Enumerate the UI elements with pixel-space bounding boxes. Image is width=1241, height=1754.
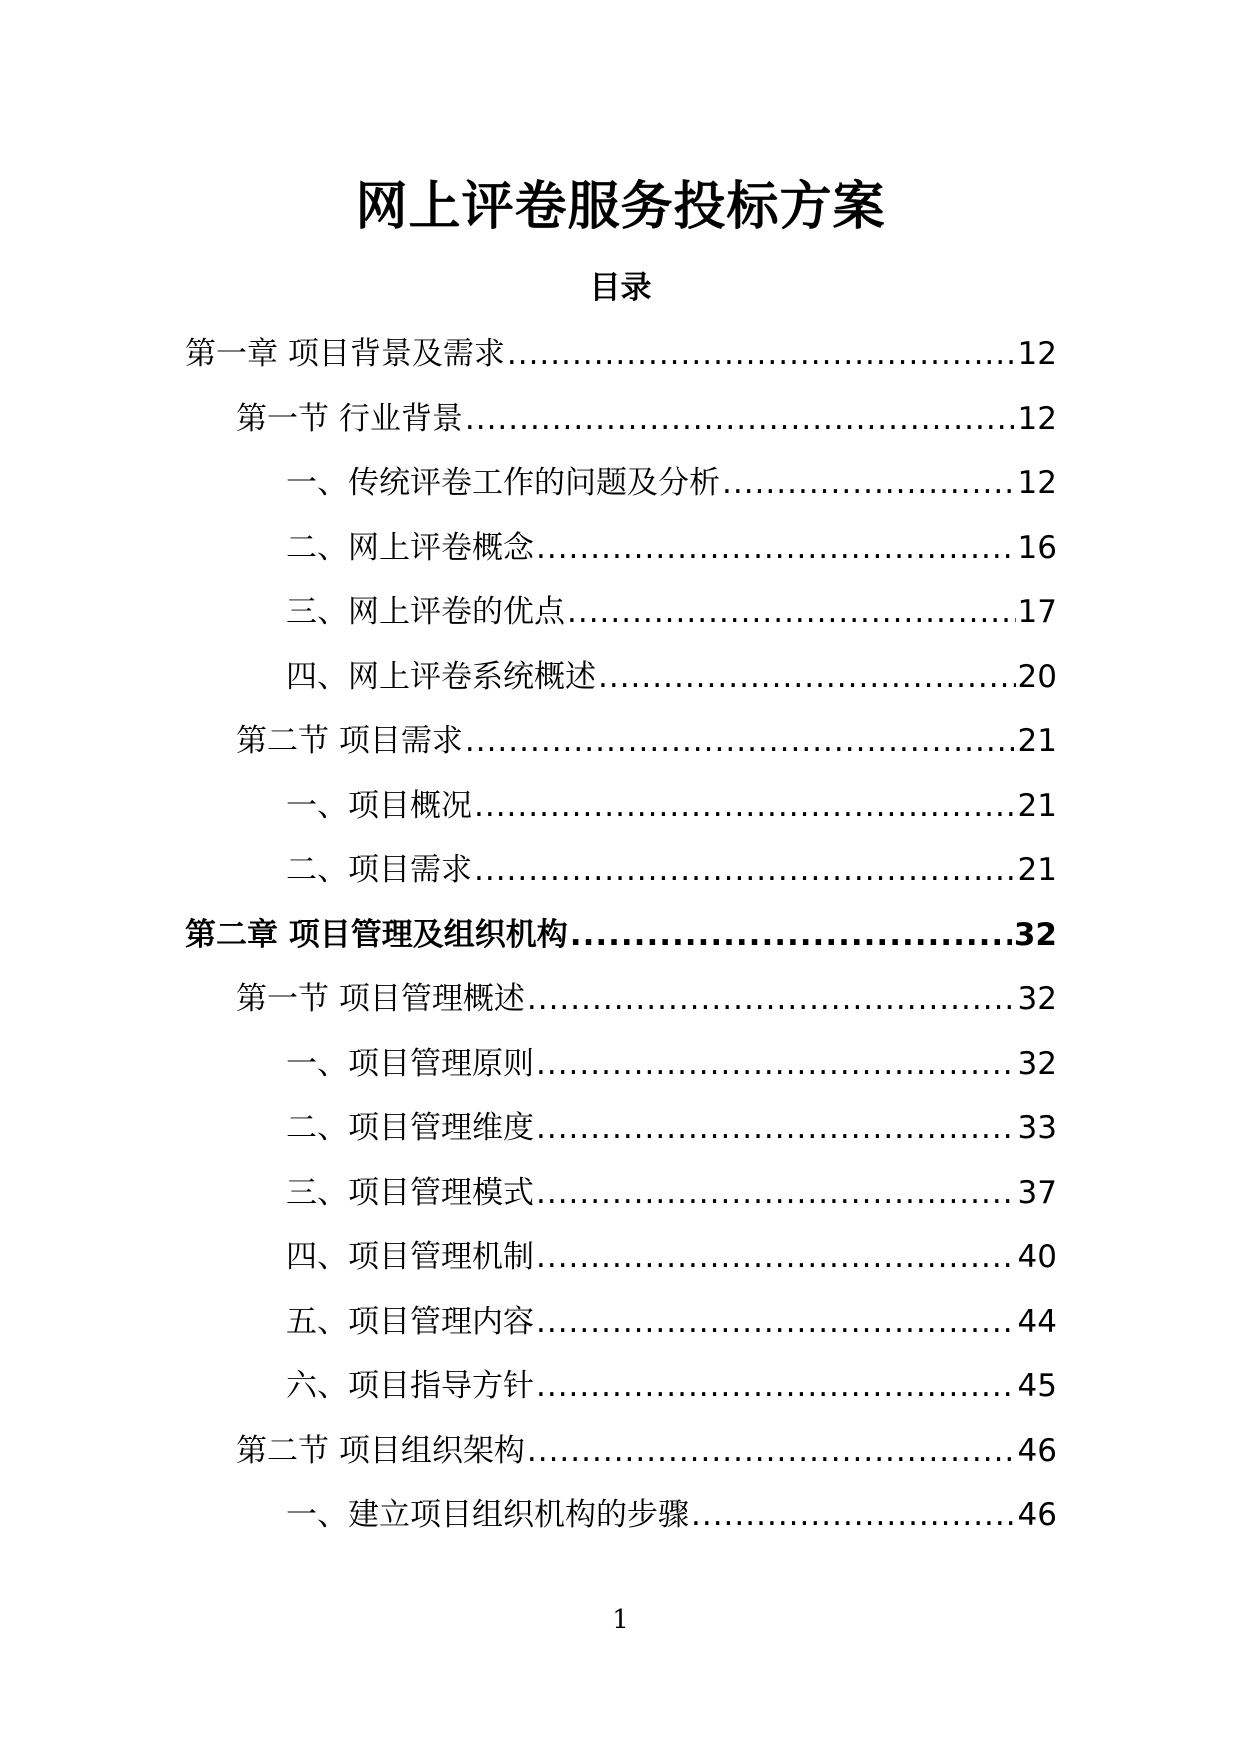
toc-dot-leader — [536, 1362, 1016, 1410]
toc-entry-label: 第一节 行业背景 — [236, 401, 463, 437]
toc-dot-leader — [536, 1169, 1016, 1217]
toc-entry-page: 12 — [1017, 401, 1057, 437]
toc-entry[interactable] — [236, 395, 1057, 443]
toc-entry[interactable] — [286, 1298, 1057, 1346]
toc-entry-label: 五、项目管理内容 — [286, 1304, 534, 1340]
toc-entry[interactable] — [286, 1233, 1057, 1281]
toc-dot-leader — [567, 588, 1016, 636]
toc-dot-leader — [536, 1233, 1016, 1281]
toc-dot-leader — [507, 330, 1016, 378]
toc-entry-label: 四、项目管理机制 — [286, 1239, 534, 1275]
toc-entry[interactable] — [286, 653, 1057, 701]
toc-dot-leader — [536, 1298, 1016, 1346]
toc-entry-label: 第二章 项目管理及组织机构 — [185, 917, 568, 953]
toc-entry-page: 44 — [1017, 1304, 1057, 1340]
toc-entry-label: 第二节 项目组织架构 — [236, 1433, 525, 1469]
toc-entry-page: 33 — [1017, 1110, 1057, 1146]
toc-entry[interactable] — [286, 846, 1057, 894]
toc-entry-label: 二、项目管理维度 — [286, 1110, 534, 1146]
toc-entry-label: 六、项目指导方针 — [286, 1368, 534, 1404]
toc-dot-leader — [536, 524, 1016, 572]
toc-dot-leader — [570, 911, 1012, 959]
toc-entry-page: 12 — [1017, 336, 1057, 372]
toc-heading: 目录 — [589, 270, 652, 306]
toc-entry[interactable] — [286, 1169, 1057, 1217]
toc-dot-leader — [536, 1104, 1016, 1152]
toc-entry-page: 32 — [1017, 981, 1057, 1017]
toc-entry[interactable] — [286, 782, 1057, 830]
toc-entry-label: 三、项目管理模式 — [286, 1175, 534, 1211]
toc-entry-label: 一、建立项目组织机构的步骤 — [286, 1497, 689, 1533]
toc-entry-page: 46 — [1017, 1433, 1057, 1469]
toc-entry-label: 二、项目需求 — [286, 852, 472, 888]
toc-entry-page: 12 — [1017, 465, 1057, 501]
toc-entry-page: 20 — [1017, 659, 1057, 695]
toc-entry-page: 32 — [1013, 917, 1057, 953]
toc-entry-page: 16 — [1017, 530, 1057, 566]
toc-entry-label: 一、项目管理原则 — [286, 1046, 534, 1082]
toc-entry[interactable] — [236, 1427, 1057, 1475]
toc-entry-page: 32 — [1017, 1046, 1057, 1082]
toc-dot-leader — [465, 395, 1016, 443]
toc-entry-label: 三、网上评卷的优点 — [286, 594, 565, 630]
toc-entry-label: 一、项目概况 — [286, 788, 472, 824]
toc-entry-label: 二、网上评卷概念 — [286, 530, 534, 566]
toc-entry[interactable] — [185, 330, 1057, 378]
toc-entry[interactable] — [185, 911, 1057, 959]
toc-entry-label: 第二节 项目需求 — [236, 723, 463, 759]
toc-entry[interactable] — [286, 1362, 1057, 1410]
toc-entry[interactable] — [286, 588, 1057, 636]
toc-entry-page: 21 — [1017, 723, 1057, 759]
toc-entry[interactable] — [286, 459, 1057, 507]
page-number: 1 — [612, 1605, 629, 1635]
toc-entry-page: 40 — [1017, 1239, 1057, 1275]
toc-entry-label: 一、传统评卷工作的问题及分析 — [286, 465, 720, 501]
toc-entry-label: 四、网上评卷系统概述 — [286, 659, 596, 695]
toc-dot-leader — [527, 1427, 1016, 1475]
toc-entry-page: 37 — [1017, 1175, 1057, 1211]
toc-entry-page: 45 — [1017, 1368, 1057, 1404]
toc-entry-page: 46 — [1017, 1497, 1057, 1533]
document-title: 网上评卷服务投标方案 — [355, 177, 886, 237]
toc-entry-label: 第一节 项目管理概述 — [236, 981, 525, 1017]
toc-entry-label: 第一章 项目背景及需求 — [185, 336, 505, 372]
toc-entry[interactable] — [286, 1104, 1057, 1152]
toc-entry[interactable] — [236, 717, 1057, 765]
toc-dot-leader — [691, 1491, 1016, 1539]
toc-entry[interactable] — [236, 975, 1057, 1023]
toc-dot-leader — [722, 459, 1016, 507]
toc-dot-leader — [527, 975, 1016, 1023]
toc-dot-leader — [474, 782, 1016, 830]
toc-dot-leader — [474, 846, 1016, 894]
toc-entry[interactable] — [286, 524, 1057, 572]
toc-entry-page: 21 — [1017, 852, 1057, 888]
toc-entry-page: 17 — [1017, 594, 1057, 630]
toc-entry-page: 21 — [1017, 788, 1057, 824]
toc-entry[interactable] — [286, 1040, 1057, 1088]
toc-dot-leader — [465, 717, 1016, 765]
toc-dot-leader — [536, 1040, 1016, 1088]
toc-dot-leader — [598, 653, 1016, 701]
toc-entry[interactable] — [286, 1491, 1057, 1539]
